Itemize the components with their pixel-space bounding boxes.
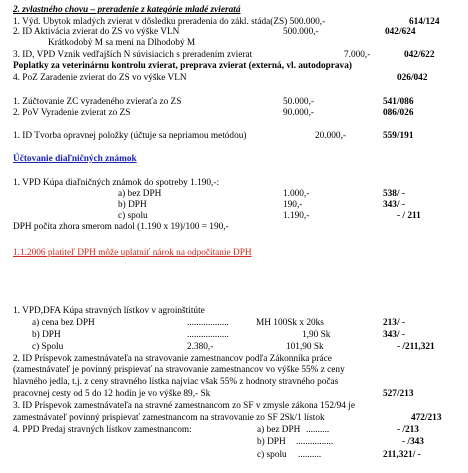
entry-text: 2. ID Príspevok zamestnávateľa na stravovanie zamestnancov podľa Zákonníka práce [13,354,332,364]
line-label: a) bez DPH [118,189,162,199]
line-label: c) spolu [118,211,148,221]
account-code: - / 211 [397,211,421,221]
entry-text: pracovnej cesty od 5 do 12 hodín je vo výške 89,- Sk [13,389,211,399]
entry-note: Krátkodobý M sa mení na Dlhodobý M [48,38,196,48]
account-code: 541/086 [383,97,414,107]
entry-text: 1. Zúčtovanie ZC vyradeného zvieraťa zo ZS [13,97,182,107]
entry-text: 3. ID Príspevok zamestnávateľa na stravné zamestnancom zo SF v zmysle zákona 152/94 je [13,401,355,411]
entry-text: 3. ID, VPD Vznik vedľajších N súvisiacich s preradením zvierat [13,50,253,60]
line-label: a) cena bez DPH [32,318,95,328]
entry-text: 2. PoV Vyradenie zvierat zo ZS [13,108,131,118]
vat-notice: 1.1.2006 platiteľ DPH môže uplatniť nárok na odpočítanie DPH [13,248,252,258]
line-label: a) bez DPH [257,425,301,435]
account-code: 538/ - [383,189,405,199]
account-code: 086/026 [383,108,414,118]
entry-text: 1. Výd. Ubytok mladých zvierat v dôsledku preradenia do zákl. stáda(ZS) 500.000,- [13,17,326,27]
dot-leader: .......... [306,425,330,435]
account-code: 042/622 [404,50,435,60]
account-code: 559/191 [383,131,414,141]
entry-text: 1. VPD,DFA Kúpa stravných lístkov v agroinštitúte [13,306,205,316]
account-code: 211,321/ - [383,450,421,460]
account-code: - /343 [402,437,424,447]
dot-leader: .......... [298,450,322,460]
calculation: 101,90 Sk [286,342,324,352]
account-code: 472/213 [411,413,442,423]
section-heading: 2. zvlastného chovu – preradenie z kategórie mladé zvieratá [13,5,241,15]
vat-note: DPH počíta zhora smerom nadol (1.190 x 19)/100 = 190,- [13,222,229,232]
amount: 7.000,- [344,50,371,60]
highway-heading: Účtovanie diaľničných známok [13,154,137,164]
account-code: - /213 [397,425,419,435]
fees-heading: Poplatky za veterinárnu kontrolu zvierat, preprava zvierat (externá, vl. autodoprava) [13,61,352,71]
calculation: MH 100Sk x 20ks [256,318,324,328]
line-label: b) DPH [257,437,286,447]
entry-text: (zamestnávateľ je povinný prispievať na stravovanie zamestnancov vo výške 55% z ceny [13,365,345,375]
amount: 190,- [283,200,303,210]
entry-text: 2. ID Aktivácia zvierat do ZS vo výške VLN [13,27,180,37]
account-code: 026/042 [397,73,428,83]
amount: 2.380,- [187,342,214,352]
account-code: 213/ - [383,318,405,328]
account-code: 527/213 [383,389,414,399]
dot-leader: ................ [296,437,334,447]
dot-leader: .................. [187,330,229,340]
entry-text: 1. VPD Kúpa diaľničných známok do spotreby 1.190,-: [13,178,220,188]
line-label: c) Spolu [32,342,64,352]
amount: 1.190,- [283,211,310,221]
calculation: 1,90 Sk [302,330,331,340]
amount: 500.000,- [283,27,319,37]
account-code: 614/124 [409,17,440,27]
amount: 20.000,- [315,131,346,141]
account-code: - /211,321 [397,342,435,352]
entry-text: 1. ID Tvorba opravnej položky (účtuje sa nepriamou metódou) [13,131,247,141]
amount: 50.000,- [283,97,314,107]
line-label: b) DPH [32,330,61,340]
amount: 90.000,- [283,108,314,118]
entry-text: 4. PoZ Zaradenie zvierat do ZS vo výške VLN [13,73,187,83]
entry-text: zamestnávateľ povinný prispievať zamestnancom na stravovanie zo SF 2Sk/1 lístok [13,413,325,423]
account-code: 343/ - [383,200,405,210]
amount: 1.000,- [283,189,310,199]
line-label: c) spolu [257,450,287,460]
account-code: 042/624 [385,27,416,37]
line-label: b) DPH [118,200,147,210]
entry-text: 4. PPD Predaj stravných lístkov zamestnancom: [13,425,192,435]
account-code: 343/ - [383,330,405,340]
entry-text: hlavného jedla, t.j. z ceny stravného lístka najviac však 55% z hodnoty stravného počas [13,377,339,387]
dot-leader: .................. [187,318,229,328]
